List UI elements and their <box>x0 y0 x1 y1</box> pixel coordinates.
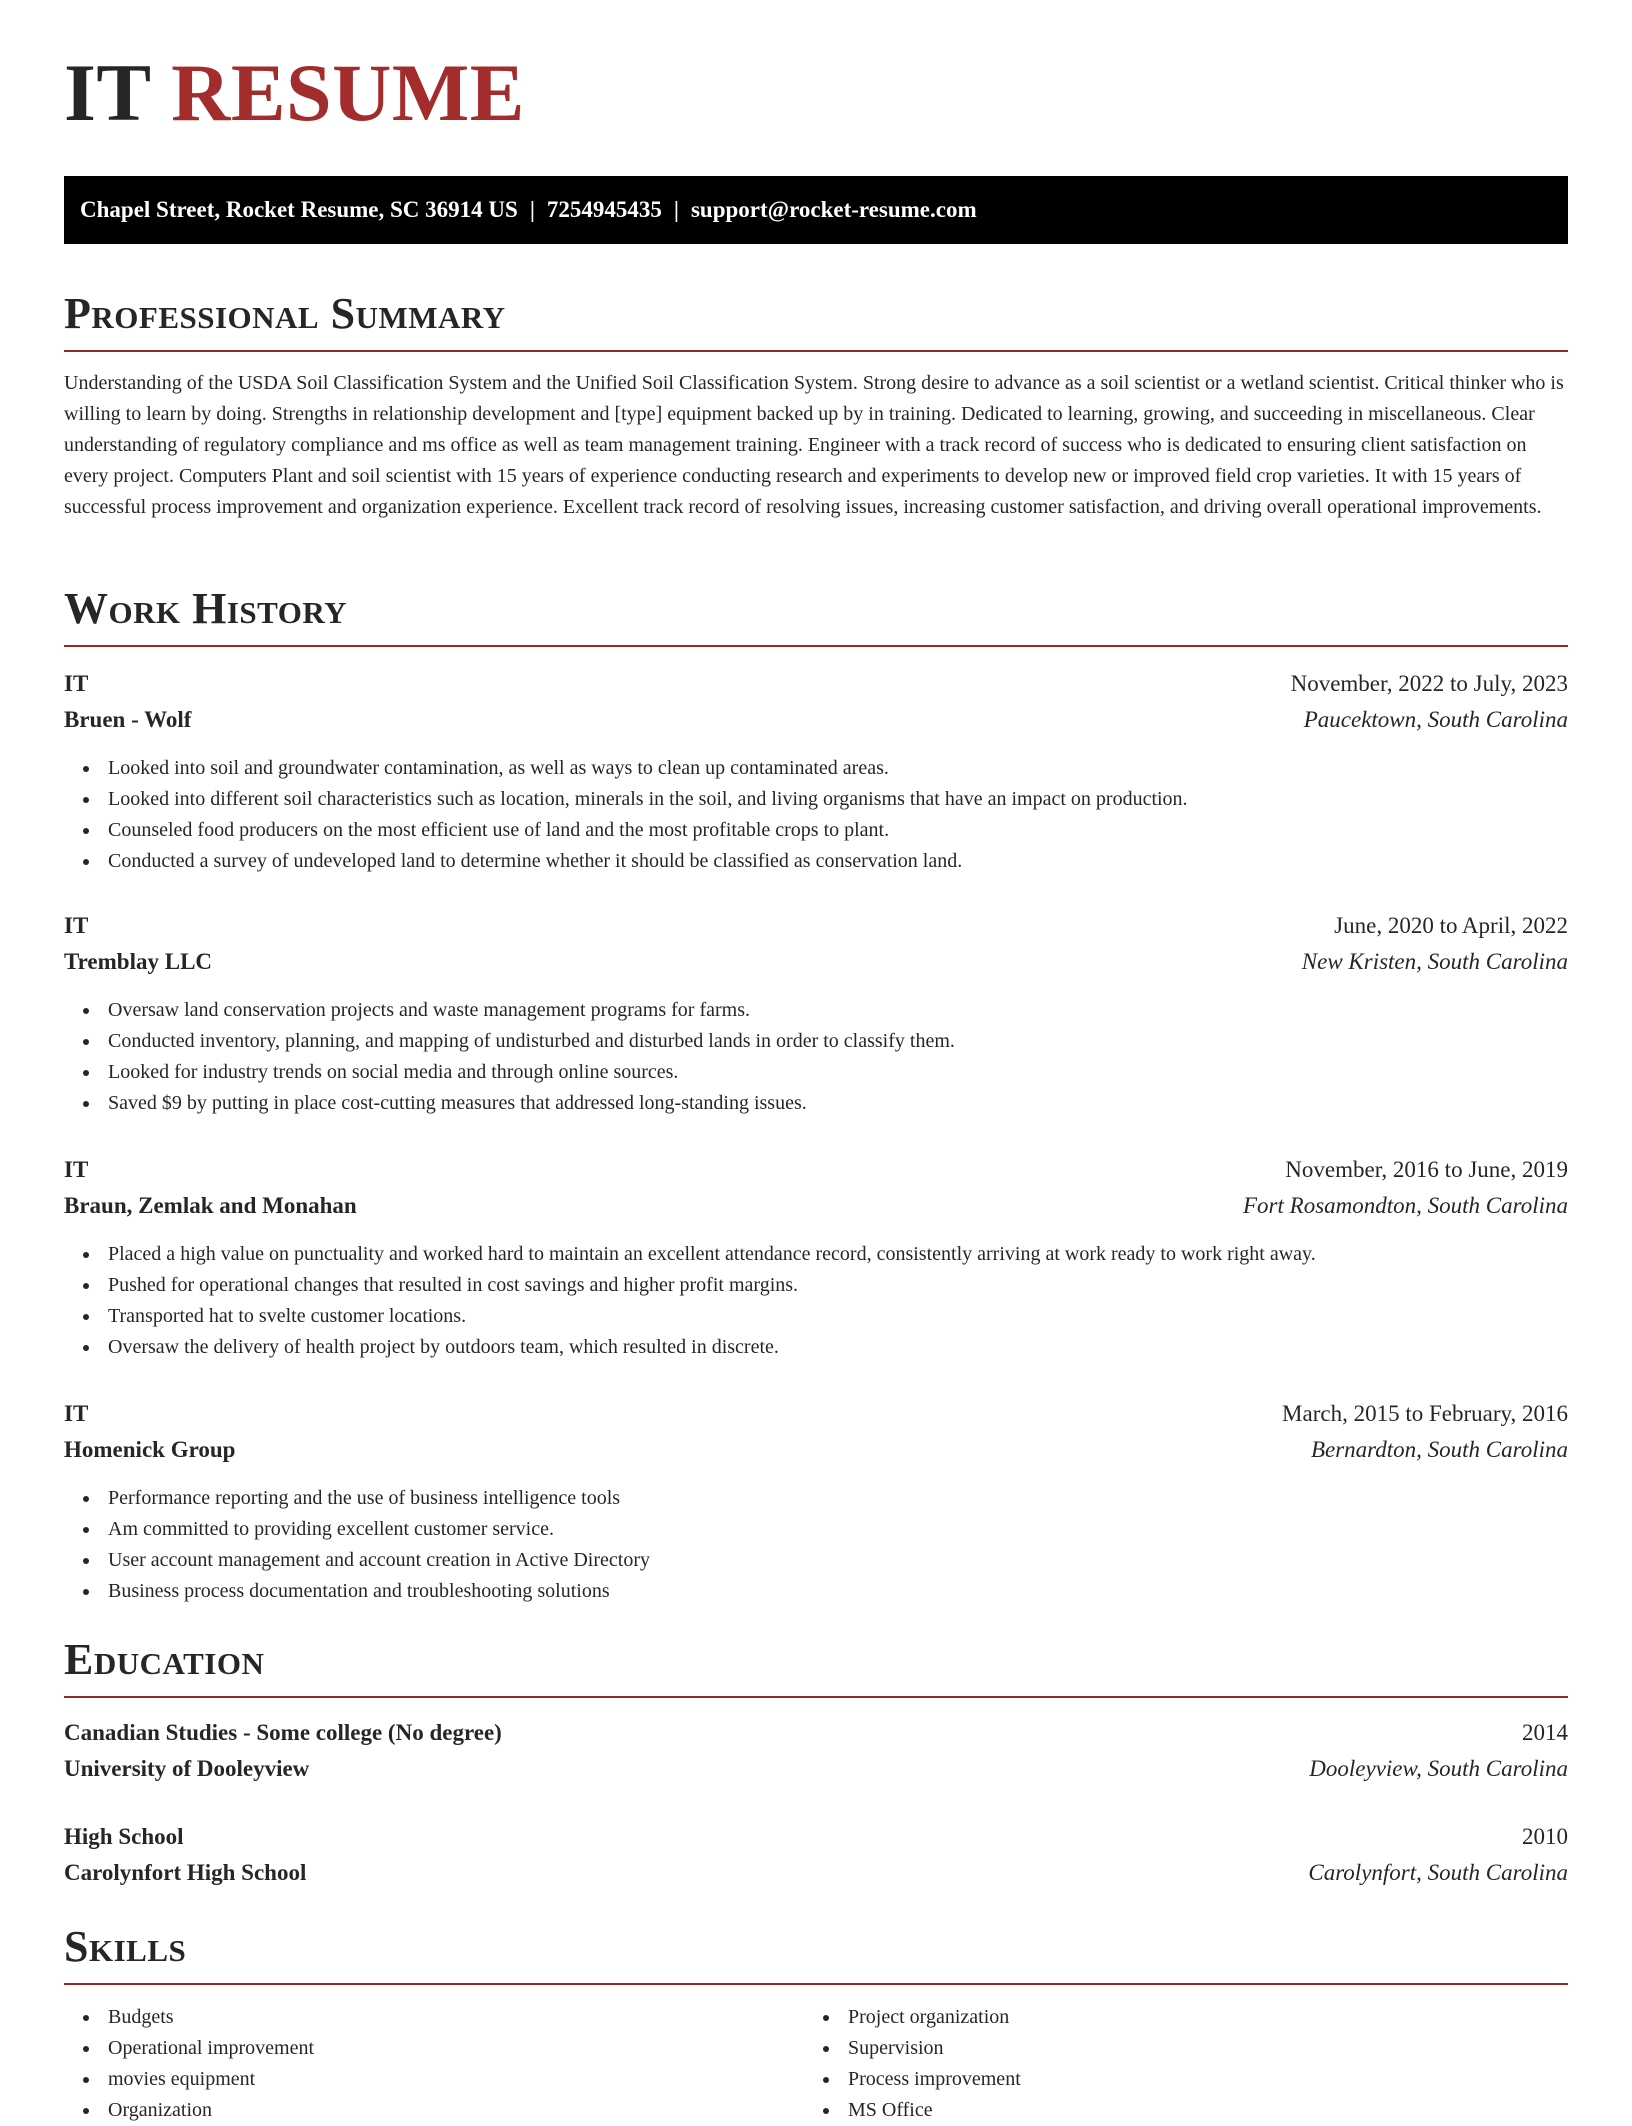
contact-separator: | <box>529 197 535 222</box>
job-header-row <box>64 1155 1568 1185</box>
education-header-row <box>64 1822 1568 1852</box>
list-item: User account management and account creation in Active Directory <box>64 1545 650 1576</box>
job-dates: November, 2016 to June, 2019 <box>1285 1157 1568 1182</box>
contact-separator: | <box>673 197 679 222</box>
job-dates: March, 2015 to February, 2016 <box>1282 1401 1568 1426</box>
job-header-row <box>64 669 1568 699</box>
list-item: Counseled food producers on the most efficient use of land and the most profitable crops to plant. <box>64 815 1188 846</box>
job-header-row <box>64 1399 1568 1429</box>
list-item: Pushed for operational changes that resulted in cost savings and higher profit margins. <box>64 1270 1316 1301</box>
job-title: IT <box>64 913 89 938</box>
job-company-row <box>64 705 1568 735</box>
contact-email: support@rocket-resume.com <box>690 197 977 222</box>
job-bullets <box>64 753 1188 877</box>
job-company-row <box>64 1435 1568 1465</box>
title-first-word: IT <box>64 47 151 138</box>
section-heading-education: Education <box>64 1638 1568 1698</box>
job-company-row <box>64 1191 1568 1221</box>
education-location: Carolynfort, South Carolina <box>1308 1860 1568 1885</box>
education-year: 2010 <box>1522 1824 1568 1849</box>
list-item: Looked into different soil characteristics such as location, minerals in the soil, and living organisms that have an impact on production. <box>64 784 1188 815</box>
education-year: 2014 <box>1522 1720 1568 1745</box>
list-item: Looked into soil and groundwater contamination, as well as ways to clean up contaminated areas. <box>64 753 1188 784</box>
list-item: Saved $9 by putting in place cost-cutting measures that addressed long-standing issues. <box>64 1088 955 1119</box>
list-item: Conducted a survey of undeveloped land to determine whether it should be classified as conservation land. <box>64 846 1188 877</box>
education-location: Dooleyview, South Carolina <box>1309 1756 1568 1781</box>
job-dates: November, 2022 to July, 2023 <box>1290 671 1568 696</box>
job-location: Fort Rosamondton, South Carolina <box>1243 1193 1568 1218</box>
list-item: Conducted inventory, planning, and mapping of undisturbed and disturbed lands in order to classify them. <box>64 1026 955 1057</box>
section-heading-skills: Skills <box>64 1925 1568 1985</box>
section-heading-summary: Professional Summary <box>64 292 1568 352</box>
list-item: Business process documentation and troubleshooting solutions <box>64 1576 650 1607</box>
job-dates: June, 2020 to April, 2022 <box>1334 913 1568 938</box>
education-school-row <box>64 1754 1568 1784</box>
skill-item: Supervision <box>804 2033 1021 2064</box>
education-degree: Canadian Studies - Some college (No degree) <box>64 1720 502 1745</box>
contact-address: Chapel Street, Rocket Resume, SC 36914 US <box>80 197 518 222</box>
job-title: IT <box>64 671 89 696</box>
job-location: New Kristen, South Carolina <box>1301 949 1568 974</box>
job-bullets <box>64 1483 650 1607</box>
job-header-row <box>64 911 1568 941</box>
education-school-row <box>64 1858 1568 1888</box>
education-header-row <box>64 1718 1568 1748</box>
job-bullets <box>64 995 955 1119</box>
education-degree: High School <box>64 1824 184 1849</box>
skill-item: movies equipment <box>64 2064 314 2095</box>
skill-item: Process improvement <box>804 2064 1021 2095</box>
skill-item: Operational improvement <box>64 2033 314 2064</box>
job-title: IT <box>64 1157 89 1182</box>
contact-bar <box>64 176 1568 244</box>
page-title <box>64 47 525 138</box>
job-title: IT <box>64 1401 89 1426</box>
summary-text: Understanding of the USDA Soil Classification System and the Unified Soil Classification System. Strong desire to advance as a soil scientist or a wetland scientist. Critical thinker who is willing to learn by doing. Strengths in relationship development and [type] equipment backed up by in training. Dedicated to learning, growing, and succeeding in miscellaneous. Clear understanding of regulatory compliance and ms office as well as team management training. Engineer with a track record of success who is dedicated to ensuring client satisfaction on every project. Computers Plant and soil scientist with 15 years of experience conducting research and experiments to develop new or improved field crop varieties. It with 15 years of successful process improvement and organization experience. Excellent track record of resolving issues, increasing customer satisfaction, and driving overall operational improvements. <box>64 372 1564 518</box>
list-item: Placed a high value on punctuality and worked hard to maintain an excellent attendance record, consistently arriving at work ready to work right away. <box>64 1239 1316 1270</box>
skill-item: MS Office <box>804 2095 1021 2126</box>
job-location: Paucektown, South Carolina <box>1303 707 1568 732</box>
section-heading-work-history: Work History <box>64 587 1568 647</box>
job-company: Braun, Zemlak and Monahan <box>64 1193 357 1218</box>
title-second-word: RESUME <box>171 47 525 138</box>
list-item: Transported hat to svelte customer locations. <box>64 1301 1316 1332</box>
list-item: Looked for industry trends on social media and through online sources. <box>64 1057 955 1088</box>
skill-item: Organization <box>64 2095 314 2126</box>
list-item: Am committed to providing excellent customer service. <box>64 1514 650 1545</box>
list-item: Oversaw land conservation projects and waste management programs for farms. <box>64 995 955 1026</box>
contact-phone: 7254945435 <box>546 197 662 222</box>
skill-item: Budgets <box>64 2002 314 2033</box>
job-company: Homenick Group <box>64 1437 236 1462</box>
skills-list-right <box>804 2002 1021 2126</box>
list-item: Oversaw the delivery of health project by outdoors team, which resulted in discrete. <box>64 1332 1316 1363</box>
skill-item: Project organization <box>804 2002 1021 2033</box>
education-school: University of Dooleyview <box>64 1756 310 1781</box>
job-company: Tremblay LLC <box>64 949 213 974</box>
job-company: Bruen - Wolf <box>64 707 192 732</box>
education-school: Carolynfort High School <box>64 1860 307 1885</box>
job-bullets <box>64 1239 1316 1363</box>
job-location: Bernardton, South Carolina <box>1310 1437 1568 1462</box>
list-item: Performance reporting and the use of business intelligence tools <box>64 1483 650 1514</box>
skills-list-left <box>64 2002 314 2126</box>
job-company-row <box>64 947 1568 977</box>
